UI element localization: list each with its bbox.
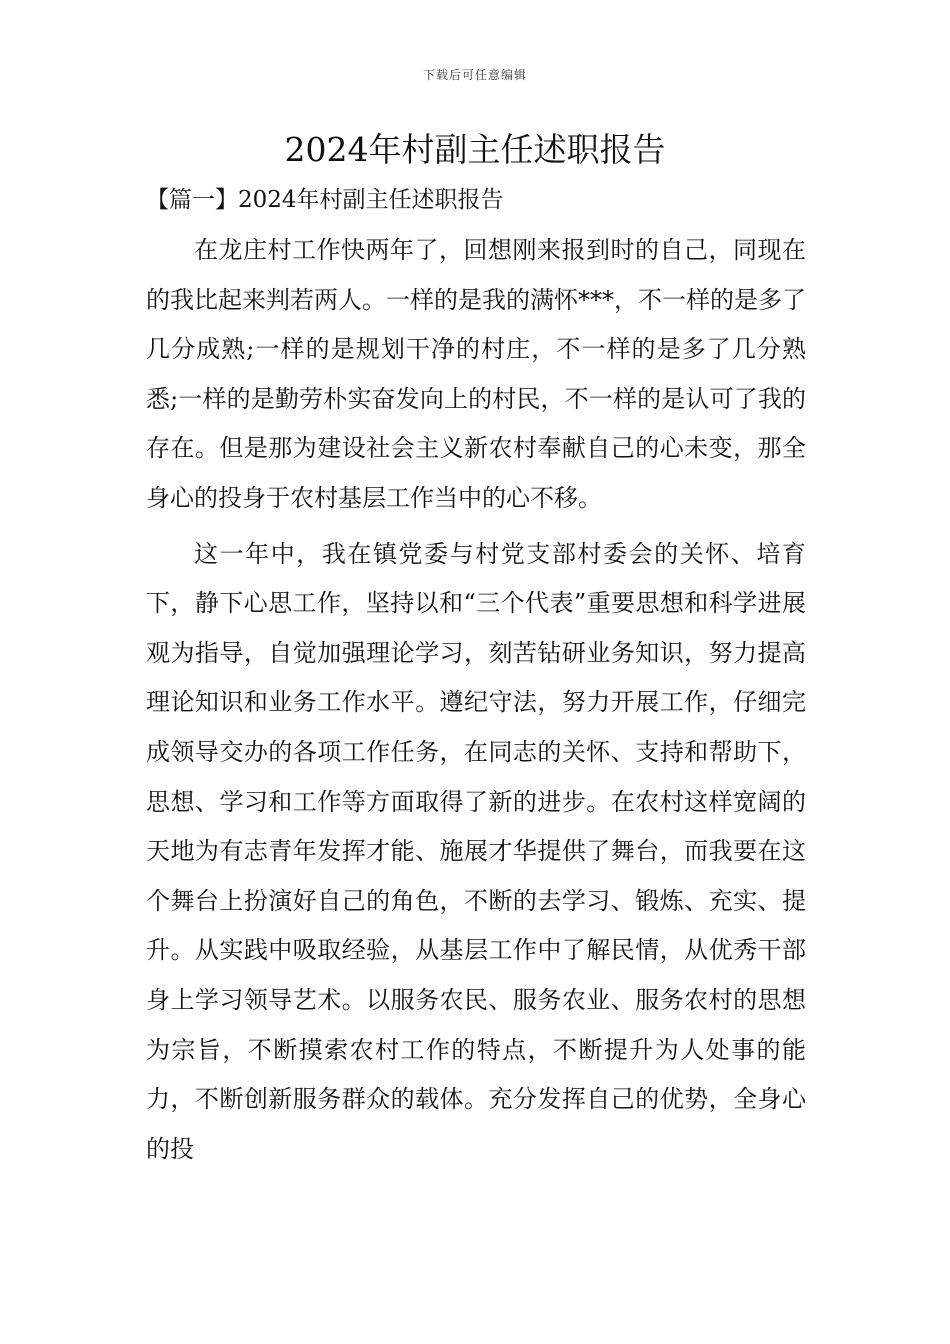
header-note: 下载后可任意编辑 xyxy=(422,68,527,82)
paragraph-1: 在龙庄村工作快两年了，回想刚来报到时的自己，同现在的我比起来判若两人。一样的是我的满怀***，不一样的是多了几分成熟;一样的是规划干净的村庄，不一样的是多了几分熟悉;一样的是勤劳朴实奋发向上的村民，不一样的是认可了我的存在。但是那为建设社会主义新农村奉献自己的心未变，那全身心的投身于农村基层工作当中的心不移。 xyxy=(146,236,806,512)
document-title: 2024年村副主任述职报告 xyxy=(284,130,666,169)
section-heading: 【篇一】2024年村副主任述职报告 xyxy=(146,187,504,213)
document-body xyxy=(146,226,806,1174)
paragraph-2: 这一年中，我在镇党委与村党支部村委会的关怀、培育下，静下心思工作，坚持以和“三个代表”重要思想和科学进展观为指导，自觉加强理论学习，刻苦钻研业务知识，努力提高理论知识和业务工作水平。遵纪守法，努力开展工作，仔细完成领导交办的各项工作任务，在同志的关怀、支持和帮助下，思想、学习和工作等方面取得了新的进步。在农村这样宽阔的天地为有志青年发挥才能、施展才华提供了舞台，而我要在这个舞台上扮演好自己的角色，不断的去学习、锻炼、充实、提升。从实践中吸取经验，从基层工作中了解民情，从优秀干部身上学习领导艺术。以服务农民、服务农业、服务农村的思想为宗旨，不断摸索农村工作的特点，不断提升为人处事的能力，不断创新服务群众的载体。充分发挥自己的优势，全身心的投 xyxy=(146,539,806,1163)
